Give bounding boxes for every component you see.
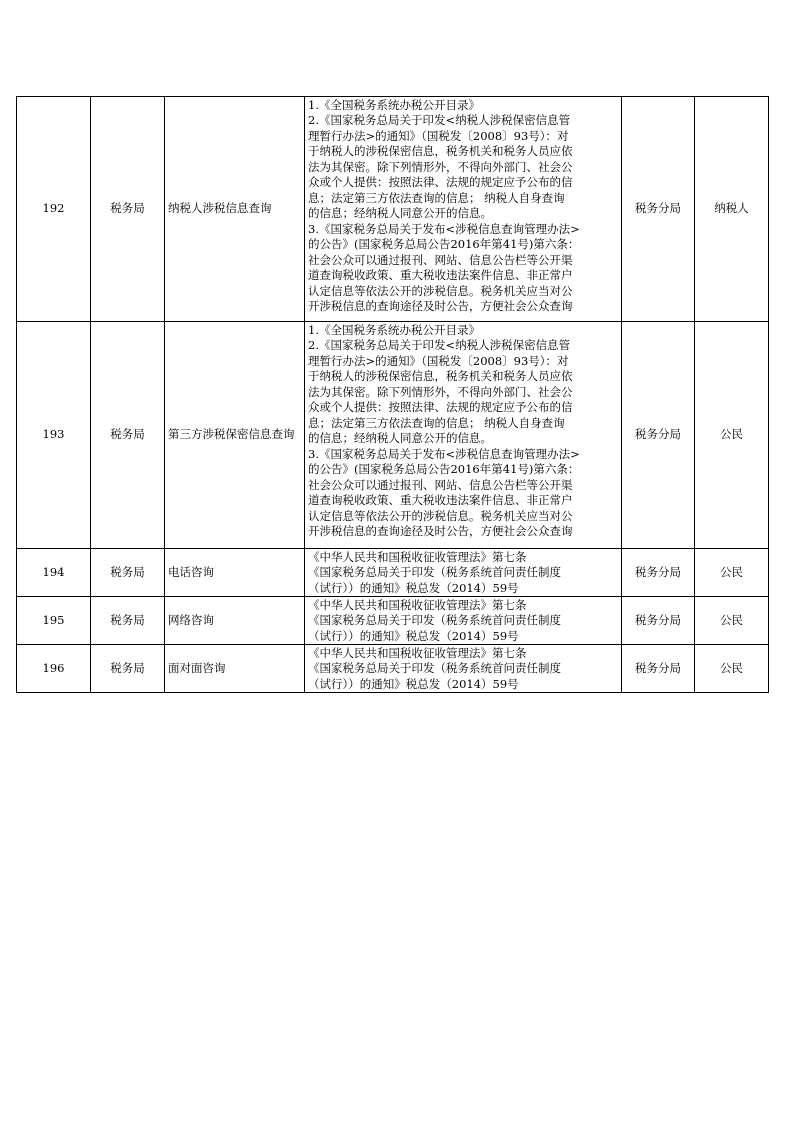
- legal-basis-line: 众或个人提供：按照法律、法规的规定应予公布的信: [308, 175, 573, 189]
- department-cell: 税务局: [91, 597, 165, 645]
- row-number: 195: [17, 597, 91, 645]
- service-target-cell: 公民: [695, 322, 769, 549]
- legal-basis-line: （试行））的通知》税总发（2014）59号: [308, 676, 519, 691]
- table-row: [17, 645, 769, 693]
- responsible-unit-cell: 税务分局: [622, 322, 695, 549]
- service-item-cell: 纳税人涉税信息查询: [165, 97, 305, 322]
- legal-basis-line: 《国家税务总局关于印发（税务系统首问责任制度: [308, 565, 561, 579]
- responsible-unit-cell: 税务分局: [622, 597, 695, 645]
- legal-basis-text: [308, 550, 618, 596]
- legal-basis-cell: [305, 97, 622, 322]
- legal-basis-line: 的公告》(国家税务总局公告2016年第41号)第六条：: [308, 237, 580, 251]
- legal-basis-line: 的信息；经纳税人同意公开的信息。: [308, 431, 492, 445]
- service-target-cell: 公民: [695, 549, 769, 597]
- table-body: [17, 97, 769, 693]
- legal-basis-line: 《中华人民共和国税收征收管理法》第七条: [308, 549, 527, 564]
- legal-basis-line: 社会公众可以通过报刊、网站、信息公告栏等公开渠: [308, 252, 573, 267]
- legal-basis-line: 2.《国家税务总局关于印发<纳税人涉税保密信息管: [308, 113, 571, 127]
- service-target-cell: 公民: [695, 645, 769, 693]
- legal-basis-line: 认定信息等依法公开的涉税信息。税务机关应当对公: [308, 283, 573, 298]
- legal-basis-cell: [305, 322, 622, 549]
- row-number: 193: [17, 322, 91, 549]
- legal-basis-line: 的信息；经纳税人同意公开的信息。: [308, 206, 492, 220]
- legal-basis-line: 《中华人民共和国税收征收管理法》第七条: [308, 645, 527, 660]
- legal-basis-text: [308, 646, 618, 692]
- legal-basis-line: 的公告》(国家税务总局公告2016年第41号)第六条：: [308, 462, 580, 476]
- row-number: 194: [17, 549, 91, 597]
- service-item-cell: 第三方涉税保密信息查询: [165, 322, 305, 549]
- legal-basis-cell: [305, 597, 622, 645]
- legal-basis-line: （试行））的通知》税总发（2014）59号: [308, 580, 519, 595]
- catalog-table: [16, 96, 769, 693]
- legal-basis-text: [308, 98, 618, 321]
- service-item-cell: 电话咨询: [165, 549, 305, 597]
- legal-basis-line: 开涉税信息的查询途径及时公告，方便社会公众查询: [308, 299, 573, 313]
- service-item-cell: 网络咨询: [165, 597, 305, 645]
- legal-basis-cell: [305, 549, 622, 597]
- legal-basis-line: 法为其保密。除下列情形外，不得向外部门、社会公: [308, 384, 573, 399]
- legal-basis-line: 众或个人提供：按照法律、法规的规定应予公布的信: [308, 400, 573, 414]
- service-target-cell: 公民: [695, 597, 769, 645]
- responsible-unit-cell: 税务分局: [622, 645, 695, 693]
- table-row: [17, 549, 769, 597]
- legal-basis-text: [308, 323, 618, 548]
- legal-basis-line: 3.《国家税务总局关于发布<涉税信息查询管理办法>: [308, 446, 580, 461]
- legal-basis-line: 于纳税人的涉税保密信息，税务机关和税务人员应依: [308, 369, 573, 383]
- department-cell: 税务局: [91, 97, 165, 322]
- legal-basis-line: 于纳税人的涉税保密信息，税务机关和税务人员应依: [308, 144, 573, 158]
- legal-basis-line: 理暂行办法>的通知》（国税发〔2008〕93号）：对: [308, 353, 569, 368]
- legal-basis-line: 道查询税收政策、重大税收违法案件信息、非正常户: [308, 268, 573, 282]
- table-row: [17, 597, 769, 645]
- legal-basis-text: [308, 598, 618, 644]
- department-cell: 税务局: [91, 322, 165, 549]
- row-number: 196: [17, 645, 91, 693]
- responsible-unit-cell: 税务分局: [622, 549, 695, 597]
- legal-basis-line: 《国家税务总局关于印发（税务系统首问责任制度: [308, 661, 561, 675]
- legal-basis-line: 法为其保密。除下列情形外，不得向外部门、社会公: [308, 159, 573, 174]
- legal-basis-line: 社会公众可以通过报刊、网站、信息公告栏等公开渠: [308, 477, 573, 492]
- department-cell: 税务局: [91, 549, 165, 597]
- table-row: [17, 322, 769, 549]
- table-row: [17, 97, 769, 322]
- legal-basis-line: 息；法定第三方依法查询的信息； 纳税人自身查询: [308, 415, 565, 430]
- legal-basis-cell: [305, 645, 622, 693]
- legal-basis-line: 认定信息等依法公开的涉税信息。税务机关应当对公: [308, 508, 573, 523]
- legal-basis-line: 道查询税收政策、重大税收违法案件信息、非正常户: [308, 493, 573, 507]
- legal-basis-line: 1.《全国税务系统办税公开目录》: [308, 97, 480, 112]
- legal-basis-line: 1.《全国税务系统办税公开目录》: [308, 322, 480, 337]
- service-item-cell: 面对面咨询: [165, 645, 305, 693]
- legal-basis-line: （试行））的通知》税总发（2014）59号: [308, 628, 519, 643]
- legal-basis-line: 息；法定第三方依法查询的信息； 纳税人自身查询: [308, 190, 565, 205]
- responsible-unit-cell: 税务分局: [622, 97, 695, 322]
- legal-basis-line: 理暂行办法>的通知》（国税发〔2008〕93号）：对: [308, 128, 569, 143]
- legal-basis-line: 3.《国家税务总局关于发布<涉税信息查询管理办法>: [308, 221, 580, 236]
- department-cell: 税务局: [91, 645, 165, 693]
- legal-basis-line: 《国家税务总局关于印发（税务系统首问责任制度: [308, 613, 561, 627]
- legal-basis-line: 《中华人民共和国税收征收管理法》第七条: [308, 597, 527, 612]
- service-target-cell: 纳税人: [695, 97, 769, 322]
- legal-basis-line: 开涉税信息的查询途径及时公告，方便社会公众查询: [308, 524, 573, 538]
- row-number: 192: [17, 97, 91, 322]
- legal-basis-line: 2.《国家税务总局关于印发<纳税人涉税保密信息管: [308, 338, 571, 352]
